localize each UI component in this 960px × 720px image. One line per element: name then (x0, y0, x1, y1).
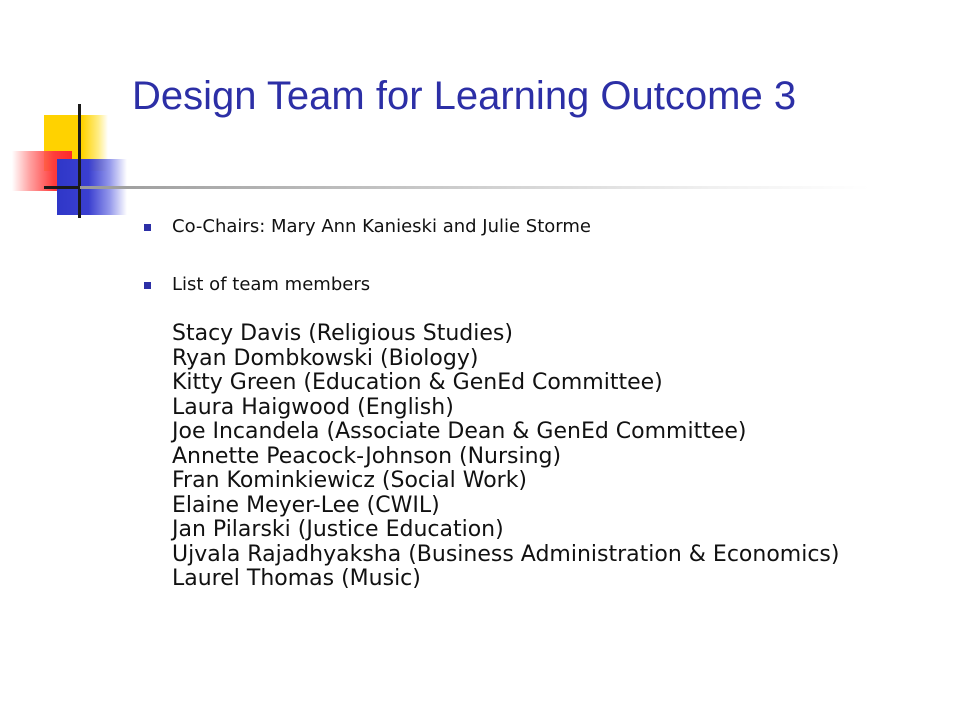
slide-title: Design Team for Learning Outcome 3 (132, 74, 797, 118)
team-member: Annette Peacock-Johnson (Nursing) (172, 443, 562, 469)
bullet-square-icon (144, 224, 151, 231)
bullet-co-chairs (144, 216, 924, 238)
slide-content (144, 214, 924, 592)
team-member: Joe Incandela (Associate Dean & GenEd Committee) (172, 419, 747, 444)
team-member: Elaine Meyer-Lee (CWIL) (172, 492, 440, 518)
team-member: Ryan Dombkowski (Biology) (172, 345, 479, 371)
bullet-square-icon (144, 282, 151, 289)
team-member: Laura Haigwood (English) (172, 394, 454, 420)
corner-decoration (0, 0, 140, 230)
team-member: Fran Kominkiewicz (Social Work) (172, 468, 528, 493)
team-member: Stacy Davis (Religious Studies) (172, 321, 513, 346)
team-member: Jan Pilarski (Justice Education) (172, 517, 504, 542)
vertical-line-graphic (78, 104, 81, 218)
title-underline (80, 186, 870, 189)
bullet-text: Co-Chairs: Mary Ann Kanieski and Julie Storme (172, 216, 591, 237)
bullet-text: List of team members (172, 274, 371, 295)
team-member: Kitty Green (Education & GenEd Committee) (172, 370, 663, 395)
team-member-list (144, 322, 924, 592)
team-member: Ujvala Rajadhyaksha (Business Administration & Economics) (172, 541, 840, 567)
team-member: Laurel Thomas (Music) (172, 566, 421, 591)
bullet-team-members (144, 274, 924, 296)
